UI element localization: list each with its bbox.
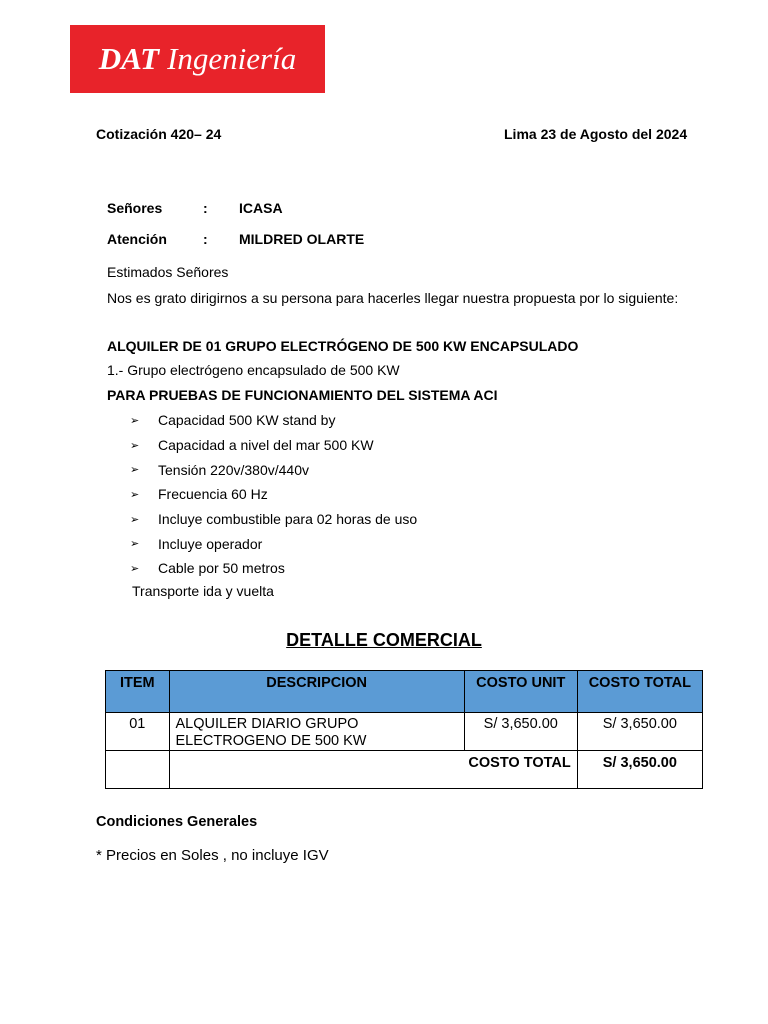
atencion-value: MILDRED OLARTE: [239, 231, 365, 247]
conditions-line: * Precios en Soles , no incluye IGV: [96, 847, 329, 864]
header-total-cost: COSTO TOTAL: [577, 671, 702, 713]
header-item: ITEM: [106, 671, 170, 713]
feature-text: Capacidad a nivel del mar 500 KW: [158, 437, 374, 454]
arrow-bullet-icon: ➢: [130, 464, 140, 477]
feature-text: Cable por 50 metros: [158, 560, 285, 577]
senores-value: ICASA: [239, 200, 283, 216]
arrow-bullet-icon: ➢: [130, 439, 140, 452]
atencion-colon: :: [203, 231, 208, 247]
cell-description: ALQUILER DIARIO GRUPO ELECTROGENO DE 500 KW: [169, 713, 464, 751]
offer-purpose: PARA PRUEBAS DE FUNCIONAMIENTO DEL SISTEMA ACI: [107, 387, 498, 403]
list-item: [130, 433, 417, 458]
list-item: [130, 556, 417, 581]
total-label: COSTO TOTAL: [169, 751, 577, 789]
total-row: [106, 751, 703, 789]
senores-label: Señores: [107, 200, 163, 216]
conditions-title: Condiciones Generales: [96, 814, 258, 830]
feature-text: Incluye operador: [158, 535, 263, 552]
table-header-row: [106, 671, 703, 713]
list-item: [130, 457, 417, 482]
table-row: [106, 713, 703, 751]
quote-number: Cotización 420– 24: [96, 126, 222, 142]
arrow-bullet-icon: ➢: [130, 414, 140, 427]
section-title: [0, 630, 768, 651]
header-unit-cost: COSTO UNIT: [464, 671, 577, 713]
list-item: [130, 507, 417, 532]
feature-text: Capacidad 500 KW stand by: [158, 412, 336, 429]
arrow-bullet-icon: ➢: [130, 488, 140, 501]
quote-table: [105, 670, 703, 789]
cell-item: 01: [106, 713, 170, 751]
arrow-bullet-icon: ➢: [130, 513, 140, 526]
transport-line: Transporte ida y vuelta: [132, 583, 274, 599]
feature-text: Tensión 220v/380v/440v: [158, 461, 309, 478]
feature-text: Frecuencia 60 Hz: [158, 486, 268, 503]
offer-title: ALQUILER DE 01 GRUPO ELECTRÓGENO DE 500 KW ENCAPSULADO: [107, 338, 579, 354]
arrow-bullet-icon: ➢: [130, 538, 140, 551]
feature-text: Incluye combustible para 02 horas de uso: [158, 511, 418, 528]
atencion-label: Atención: [107, 231, 167, 247]
feature-list: [130, 408, 417, 581]
place-date: Lima 23 de Agosto del 2024: [504, 126, 688, 142]
total-value: S/ 3,650.00: [577, 751, 702, 789]
cell-total-cost: S/ 3,650.00: [577, 713, 702, 751]
offer-item-line: 1.- Grupo electrógeno encapsulado de 500 KW: [107, 362, 400, 378]
senores-colon: :: [203, 200, 208, 216]
intro-line: Nos es grato dirigirnos a su persona para hacerles llegar nuestra propuesta por lo siguiente:: [107, 290, 679, 306]
greeting: Estimados Señores: [107, 264, 229, 280]
arrow-bullet-icon: ➢: [130, 562, 140, 575]
header-description: DESCRIPCION: [169, 671, 464, 713]
logo-brand: DAT: [98, 41, 160, 76]
company-logo: [70, 25, 325, 93]
cell-unit-cost: S/ 3,650.00: [464, 713, 577, 751]
list-item: [130, 408, 417, 433]
list-item: [130, 482, 417, 507]
total-empty-cell: [106, 751, 170, 789]
logo-name: Ingeniería: [167, 41, 297, 76]
section-title-text: DETALLE COMERCIAL: [286, 630, 482, 650]
list-item: [130, 531, 417, 556]
